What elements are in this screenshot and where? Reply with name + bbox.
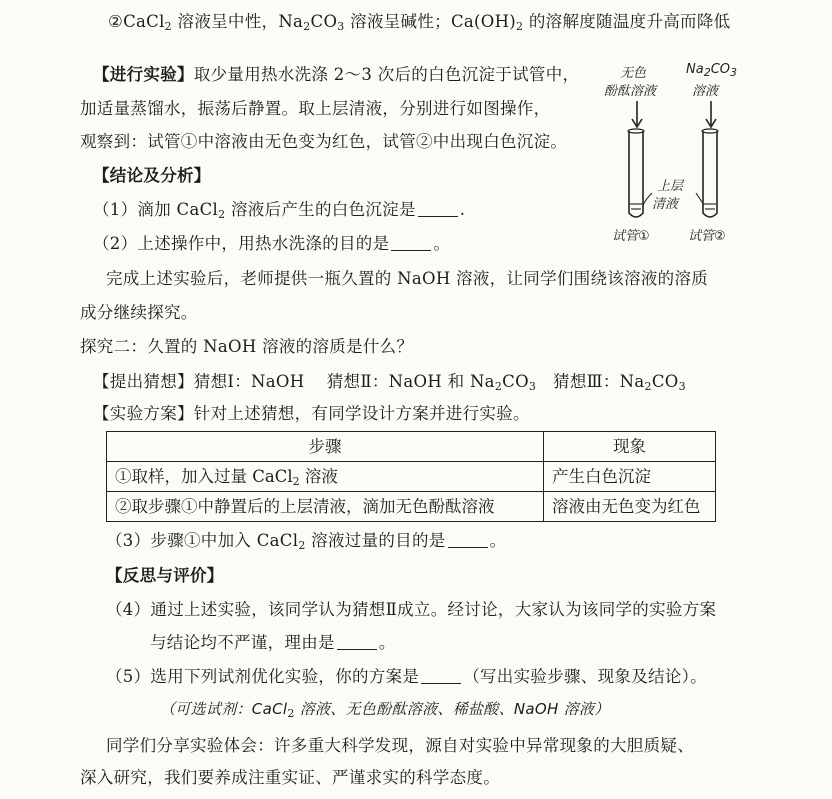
question-1: （1）滴加 CaCl$_2$ 溶液后产生的白色沉淀是 . — [93, 200, 466, 221]
answer-blank[interactable] — [448, 531, 488, 548]
label-supernatant: 上层 — [657, 179, 684, 194]
plan-line: 【实验方案】针对上述猜想，有同学设计方案并进行实验。 — [93, 404, 530, 423]
experiment-line-2: 加适量蒸馏水，振荡后静置。取上层清液，分别进行如图操作， — [80, 99, 551, 118]
answer-blank[interactable] — [391, 234, 431, 251]
question-3: （3）步骤①中加入 CaCl$_2$ 溶液过量的目的是 。 — [106, 531, 507, 552]
table-cell-step: ①取样，加入过量 CaCl$_2$ 溶液 — [107, 462, 544, 492]
label-tube-1: 试管① — [612, 229, 650, 244]
answer-blank[interactable] — [337, 633, 377, 650]
explore2-title: 探究二：久置的 NaOH 溶液的溶质是什么？ — [80, 337, 414, 356]
question-5: （5）选用下列试剂优化实验，你的方案是 （写出实验步骤、现象及结论）。 — [106, 667, 707, 686]
intro-line: ②CaCl$_2$ 溶液呈中性，$Na_2CO_3$ 溶液呈碱性；$Ca(OH)_2$ 的溶解度随温度升高而降低 — [108, 12, 731, 33]
transition-line-1: 完成上述实验后，老师提供一瓶久置的 NaOH 溶液，让同学们围绕该溶液的溶质 — [106, 269, 709, 288]
table-cell-phenomenon: 产生白色沉淀 — [544, 462, 716, 492]
question-4-line-1: （4）通过上述实验，该同学认为猜想Ⅱ成立。经讨论，大家认为该同学的实验方案 — [106, 600, 717, 619]
reflection-heading: 【反思与评价】 — [106, 566, 224, 585]
label-tube-2: 试管② — [688, 229, 726, 244]
table-cell-phenomenon: 溶液由无色变为红色 — [544, 492, 716, 522]
header-phenomenon: 现象 — [544, 432, 716, 462]
table-row — [107, 462, 716, 492]
table-header-row — [107, 432, 716, 462]
transition-line-2: 成分继续探究。 — [80, 303, 198, 322]
experiment-line-1: 【进行实验】取少量用热水洗涤 2～3 次后的白色沉淀于试管中， — [93, 65, 580, 84]
table-cell-step: ②取步骤①中静置后的上层清液，滴加无色酚酞溶液 — [107, 492, 544, 522]
experiment-line-3: 观察到：试管①中溶液由无色变为红色，试管②中出现白色沉淀。 — [80, 132, 568, 151]
hypothesis-line: 【提出猜想】猜想Ⅰ：NaOH 猜想Ⅱ：NaOH 和 $Na_2CO_3$ 猜想Ⅲ：$Na_2CO_3$ — [93, 372, 686, 393]
header-step: 步骤 — [107, 432, 544, 462]
closing-line-2: 深入研究，我们要养成注重实证、严谨求实的科学态度。 — [80, 768, 500, 787]
label-sodium-carbonate: $Na_2CO_3$ — [686, 62, 738, 79]
experiment-table — [106, 431, 716, 522]
question-2: （2）上述操作中，用热水洗涤的目的是 。 — [93, 234, 451, 253]
answer-blank[interactable] — [421, 667, 461, 684]
label-supernatant-2: 清液 — [652, 197, 679, 212]
table-row — [107, 492, 716, 522]
closing-line-1: 同学们分享实验体会：许多重大科学发现，源自对实验中异常现象的大胆质疑、 — [106, 736, 694, 755]
label-phenolphthalein: 无色 — [620, 66, 647, 81]
answer-blank[interactable] — [418, 200, 458, 217]
conclusion-heading: 【结论及分析】 — [93, 166, 211, 185]
test-tubes-drawing — [600, 95, 740, 230]
question-4-line-2: 与结论均不严谨，理由是 。 — [150, 633, 396, 652]
reagents-line: （可选试剂：CaCl$_2$ 溶液、无色酚酞溶液、稀盐酸、NaOH 溶液） — [160, 700, 610, 720]
label-sodium-carbonate-2: 溶液 — [692, 84, 719, 99]
label-phenolphthalein-2: 酚酞溶液 — [604, 84, 657, 99]
